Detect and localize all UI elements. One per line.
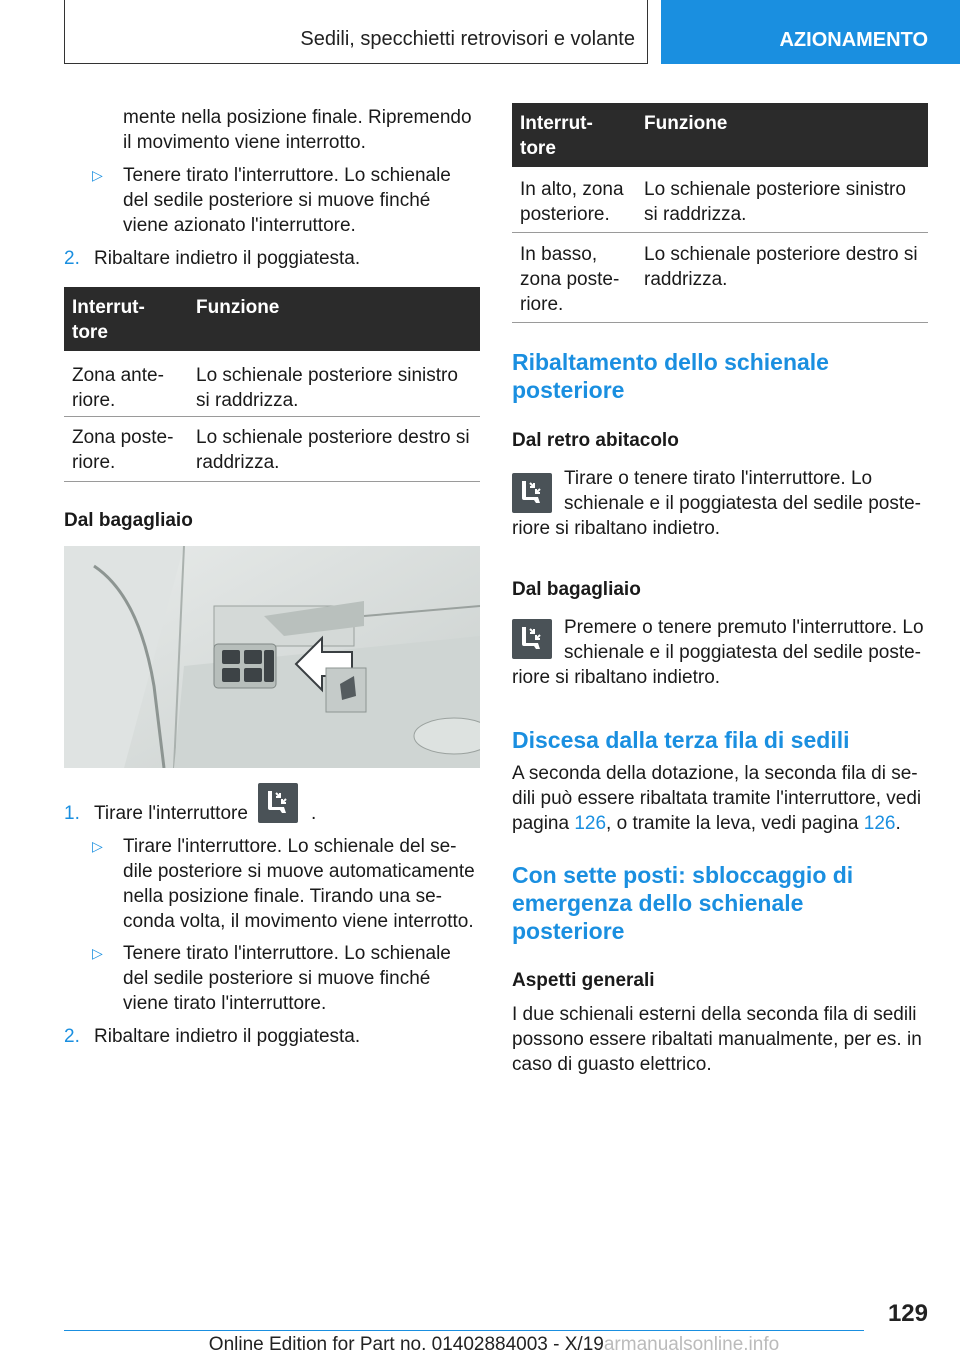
- continued-text-line: il movimento viene interrotto.: [123, 132, 366, 153]
- row-divider: [512, 322, 928, 323]
- table-cell: Zona poste-: [72, 427, 174, 448]
- text-run: .: [895, 813, 901, 834]
- bullet-text-line: conda volta, il movimento viene interrotto.: [123, 911, 474, 932]
- section-heading: Con sette posti: sbloccaggio di: [512, 862, 854, 888]
- row-divider: [512, 232, 928, 233]
- seat-backrest-switch-icon: [512, 619, 552, 659]
- switch-function-table: [512, 103, 928, 325]
- paragraph-line: I due schienali esterni della seconda fila di sedili: [512, 1004, 917, 1025]
- page-link[interactable]: 126: [863, 813, 896, 834]
- text-run: , o tramite la leva, vedi pagina: [606, 813, 864, 834]
- table-cell: posteriore.: [520, 204, 610, 225]
- footer-divider: [64, 1330, 864, 1331]
- step-text: Ribaltare indietro il poggiatesta.: [94, 1026, 361, 1047]
- seat-backrest-switch-icon: [512, 473, 552, 513]
- table-cell: raddrizza.: [644, 269, 728, 290]
- table-cell: Zona ante-: [72, 365, 164, 386]
- sub-heading: Dal bagagliaio: [512, 579, 641, 600]
- table-header: [64, 287, 480, 351]
- header-cell-function: Funzione: [644, 113, 728, 134]
- section-title: Sedili, specchietti retrovisori e volante: [300, 28, 635, 50]
- paragraph-line: caso di guasto elettrico.: [512, 1054, 712, 1075]
- section-heading: posteriore: [512, 918, 625, 944]
- step-number: 2.: [64, 1026, 80, 1047]
- table-cell: riore.: [72, 390, 116, 411]
- triangle-right-icon: ▷: [92, 945, 103, 961]
- bullet-text-line: Tenere tirato l'interruttore. Lo schienale: [123, 165, 451, 186]
- triangle-right-icon: ▷: [92, 167, 103, 183]
- sub-heading: Dal retro abitacolo: [512, 430, 679, 451]
- watermark-text: armanualsonline.info: [603, 1334, 780, 1355]
- bullet-text-line: del sedile posteriore si muove finché: [123, 968, 431, 989]
- table-cell: riore.: [72, 452, 116, 473]
- header-cell-switch: Interrut-: [72, 297, 145, 318]
- paragraph-line: [512, 811, 901, 836]
- section-heading: emergenza dello schienale: [512, 890, 804, 916]
- paragraph-line: Tirare o tenere tirato l'interruttore. Lo: [564, 468, 873, 489]
- sub-heading: Dal bagagliaio: [64, 510, 193, 531]
- chapter-tab: [661, 0, 960, 64]
- footer-edition: [64, 1334, 924, 1356]
- switch-function-table: [64, 287, 480, 483]
- sub-heading: Aspetti generali: [512, 970, 655, 991]
- table-cell: zona poste-: [520, 269, 620, 290]
- header-section-box: [64, 0, 648, 64]
- bullet-text-line: viene tirato l'interruttore.: [123, 993, 327, 1014]
- paragraph-line: Premere o tenere premuto l'interruttore. Lo: [564, 617, 924, 638]
- table-cell: Lo schienale posteriore destro si: [644, 244, 918, 265]
- edition-text: Online Edition for Part no. 01402884003 - X/19: [208, 1334, 604, 1355]
- paragraph-line: riore si ribaltano indietro.: [512, 518, 721, 539]
- continued-text-line: mente nella posizione finale. Ripremendo: [123, 107, 472, 128]
- page-link[interactable]: 126: [574, 813, 607, 834]
- paragraph-line: riore si ribaltano indietro.: [512, 667, 721, 688]
- header-cell-switch: tore: [520, 138, 556, 159]
- chapter-title: AZIONAMENTO: [779, 29, 928, 51]
- paragraph-line: schienale e il poggiatesta del sedile poste-: [564, 642, 922, 663]
- table-cell: si raddrizza.: [196, 390, 299, 411]
- triangle-right-icon: ▷: [92, 838, 103, 854]
- bullet-text-line: Tenere tirato l'interruttore. Lo schienale: [123, 943, 451, 964]
- row-divider: [64, 416, 480, 417]
- bullet-text-line: Tirare l'interruttore. Lo schienale del se-: [123, 836, 457, 857]
- bullet-text-line: dile posteriore si muove automaticamente: [123, 861, 475, 882]
- bullet-text-line: viene azionato l'interruttore.: [123, 215, 356, 236]
- paragraph-line: dili può essere ribaltata tramite l'interruttore, vedi: [512, 788, 922, 809]
- table-cell: riore.: [520, 294, 564, 315]
- step-number: 1.: [64, 803, 80, 824]
- section-heading: Discesa dalla terza fila di sedili: [512, 727, 850, 753]
- section-heading: Ribaltamento dello schienale: [512, 349, 829, 375]
- paragraph-line: schienale e il poggiatesta del sedile poste-: [564, 493, 922, 514]
- seat-backrest-switch-icon: [258, 783, 298, 823]
- table-header: [512, 103, 928, 167]
- table-cell: raddrizza.: [196, 452, 280, 473]
- text-run: pagina: [512, 813, 575, 834]
- page-number: 129: [887, 1300, 928, 1327]
- table-cell: Lo schienale posteriore destro si: [196, 427, 470, 448]
- section-heading: posteriore: [512, 377, 625, 403]
- trunk-switch-photo: [64, 546, 480, 768]
- step-text: Tirare l'interruttore: [94, 803, 248, 824]
- paragraph-line: A seconda della dotazione, la seconda fila di se-: [512, 763, 918, 784]
- step-number: 2.: [64, 248, 80, 269]
- header-cell-switch: Interrut-: [520, 113, 593, 134]
- step-text: Ribaltare indietro il poggiatesta.: [94, 248, 361, 269]
- bullet-text-line: nella posizione finale. Tirando una se-: [123, 886, 442, 907]
- table-cell: si raddrizza.: [644, 204, 747, 225]
- header-cell-function: Funzione: [196, 297, 280, 318]
- table-cell: Lo schienale posteriore sinistro: [196, 365, 458, 386]
- header-cell-switch: tore: [72, 322, 108, 343]
- table-cell: In alto, zona: [520, 179, 624, 200]
- bullet-text-line: del sedile posteriore si muove finché: [123, 190, 431, 211]
- table-cell: In basso,: [520, 244, 598, 265]
- step-text-end: .: [311, 803, 317, 824]
- row-divider: [64, 481, 480, 482]
- table-cell: Lo schienale posteriore sinistro: [644, 179, 906, 200]
- paragraph-line: possono essere ribaltati manualmente, per es. in: [512, 1029, 922, 1050]
